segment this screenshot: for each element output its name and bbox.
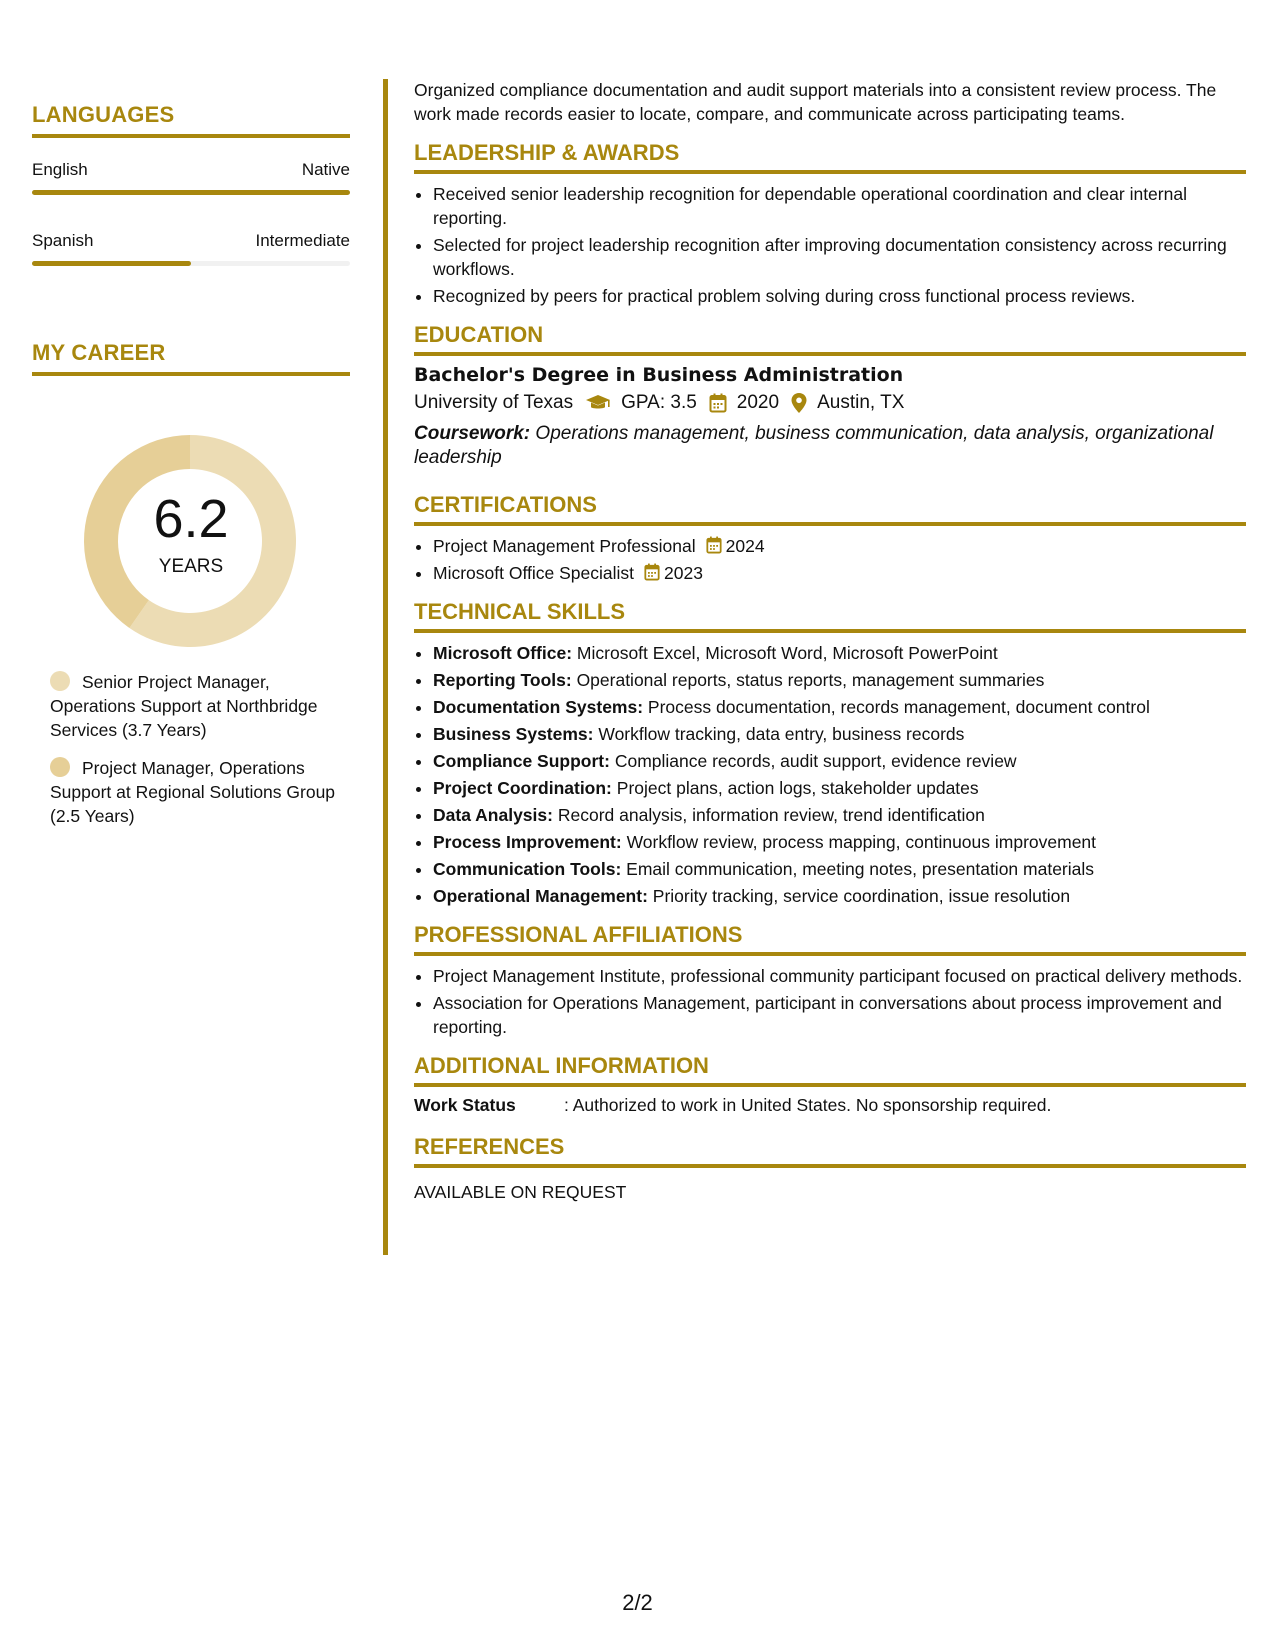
affiliations-title: PROFESSIONAL AFFILIATIONS — [414, 922, 1246, 956]
career-donut — [32, 416, 350, 656]
skills-list — [414, 641, 1246, 908]
graduation-year: 2020 — [736, 392, 780, 413]
skill-item — [433, 695, 1246, 719]
leadership-title: LEADERSHIP & AWARDS — [414, 140, 1246, 174]
languages-title: LANGUAGES — [32, 102, 350, 138]
language-level: Intermediate — [255, 231, 350, 250]
legend-label: Project Manager, Operations Support at Regional Solutions Group (2.5 Years) — [50, 758, 336, 826]
certification-year: 2023 — [664, 563, 703, 583]
skill-item — [433, 641, 1246, 665]
additional-section — [414, 1053, 1246, 1116]
list-item — [433, 534, 1246, 558]
skill-value: Workflow tracking, data entry, business records — [598, 724, 965, 744]
legend-label: Senior Project Manager, Operations Support at Northbridge Services (3.7 Years) — [50, 672, 318, 740]
language-level: Native — [301, 160, 350, 179]
skill-item — [433, 749, 1246, 773]
column-divider — [383, 79, 388, 1255]
skill-value: Priority tracking, service coordination, issue resolution — [652, 886, 1071, 906]
page-number: 2/2 — [622, 1590, 653, 1615]
skill-item — [433, 803, 1246, 827]
skill-value: Process documentation, records management, document control — [647, 697, 1150, 717]
skill-label: Microsoft Office: — [433, 643, 573, 663]
language-spanish — [32, 231, 350, 266]
list-item: • Project Management Institute, professional community participant focused on practical delivery methods. — [433, 964, 1246, 988]
career-total-unit: YEARS — [158, 556, 224, 577]
career-title: MY CAREER — [32, 340, 350, 376]
calendar-icon — [706, 536, 722, 554]
leadership-list — [414, 182, 1246, 308]
legend-item — [50, 756, 350, 828]
skill-value: Compliance records, audit support, evidence review — [614, 751, 1017, 771]
skill-value: Workflow review, process mapping, continuous improvement — [626, 832, 1097, 852]
coursework-label: Coursework: — [414, 423, 531, 444]
affiliations-list — [414, 964, 1246, 1039]
skill-value: Operational reports, status reports, management summaries — [576, 670, 1045, 690]
skill-label: Compliance Support: — [433, 751, 610, 771]
list-item: • Association for Operations Management, participant in conversations about process improvement and reporting. — [433, 991, 1246, 1039]
affiliations-section — [414, 922, 1246, 1039]
skill-value: Microsoft Excel, Microsoft Word, Microsoft PowerPoint — [576, 643, 998, 663]
location-pin-icon — [791, 393, 807, 413]
references-text: AVAILABLE ON REQUEST — [414, 1182, 627, 1202]
certifications-section — [414, 492, 1246, 585]
degree-title: Bachelor's Degree in Business Administration — [414, 364, 904, 386]
language-english — [32, 160, 350, 195]
language-name: Spanish — [32, 231, 94, 250]
skill-item — [433, 776, 1246, 800]
skill-label: Business Systems: — [433, 724, 594, 744]
list-item: • Recognized by peers for practical problem solving during cross functional process reviews. — [433, 284, 1246, 308]
skills-title: TECHNICAL SKILLS — [414, 599, 1246, 633]
right-column — [414, 78, 1246, 1204]
work-status-row — [414, 1095, 1246, 1116]
legend-item — [50, 670, 350, 742]
skill-value: Email communication, meeting notes, presentation materials — [626, 859, 1095, 879]
skill-item — [433, 830, 1246, 854]
legend-dot-icon — [50, 671, 70, 691]
skill-label: Reporting Tools: — [433, 670, 572, 690]
leadership-section — [414, 140, 1246, 308]
certification-name: Project Management Professional — [433, 536, 696, 556]
skill-label: Project Coordination: — [433, 778, 612, 798]
education-section — [414, 322, 1246, 470]
skill-label: Data Analysis: — [433, 805, 553, 825]
references-title: REFERENCES — [414, 1134, 1246, 1168]
intro-text: Organized compliance documentation and audit support materials into a consistent review process. The work made records easier to locate, compare, and communicate across participating teams. — [414, 80, 1217, 124]
skills-section — [414, 599, 1246, 908]
legend-dot-icon — [50, 757, 70, 777]
skill-label: Documentation Systems: — [433, 697, 644, 717]
language-bar-fill — [32, 190, 350, 195]
school-name: University of Texas — [414, 392, 574, 413]
language-bar-track — [32, 190, 350, 195]
skill-label: Process Improvement: — [433, 832, 622, 852]
calendar-icon — [644, 563, 660, 581]
list-item — [433, 561, 1246, 585]
skill-label: Operational Management: — [433, 886, 648, 906]
skill-value: Project plans, action logs, stakeholder updates — [616, 778, 979, 798]
certification-name: Microsoft Office Specialist — [433, 563, 634, 583]
additional-title: ADDITIONAL INFORMATION — [414, 1053, 1246, 1087]
list-item: • Selected for project leadership recognition after improving documentation consistency across recurring workflows. — [433, 233, 1246, 281]
references-section — [414, 1134, 1246, 1204]
skill-item — [433, 668, 1246, 692]
graduation-cap-icon — [585, 394, 611, 412]
left-column — [32, 0, 350, 828]
certification-year: 2024 — [725, 536, 765, 556]
career-total-value: 6.2 — [153, 489, 229, 549]
gpa: GPA: 3.5 — [621, 392, 697, 413]
coursework — [414, 422, 1246, 470]
certifications-title: CERTIFICATIONS — [414, 492, 1246, 526]
certifications-list — [414, 534, 1246, 585]
language-name: English — [32, 160, 88, 179]
education-title: EDUCATION — [414, 322, 1246, 356]
education-meta — [414, 392, 1246, 414]
skill-label: Communication Tools: — [433, 859, 622, 879]
work-status-value: : Authorized to work in United States. No sponsorship required. — [564, 1095, 1052, 1115]
work-status-key: Work Status — [414, 1095, 516, 1115]
calendar-icon — [709, 393, 727, 413]
skill-value: Record analysis, information review, trend identification — [557, 805, 985, 825]
skill-item — [433, 722, 1246, 746]
skill-item — [433, 884, 1246, 908]
career-legend — [32, 670, 350, 828]
school-location: Austin, TX — [817, 392, 905, 413]
skill-item — [433, 857, 1246, 881]
list-item: • Received senior leadership recognition for dependable operational coordination and clear internal reporting. — [433, 182, 1246, 230]
coursework-text: Operations management, business communication, data analysis, organizational leadership — [414, 423, 1214, 468]
